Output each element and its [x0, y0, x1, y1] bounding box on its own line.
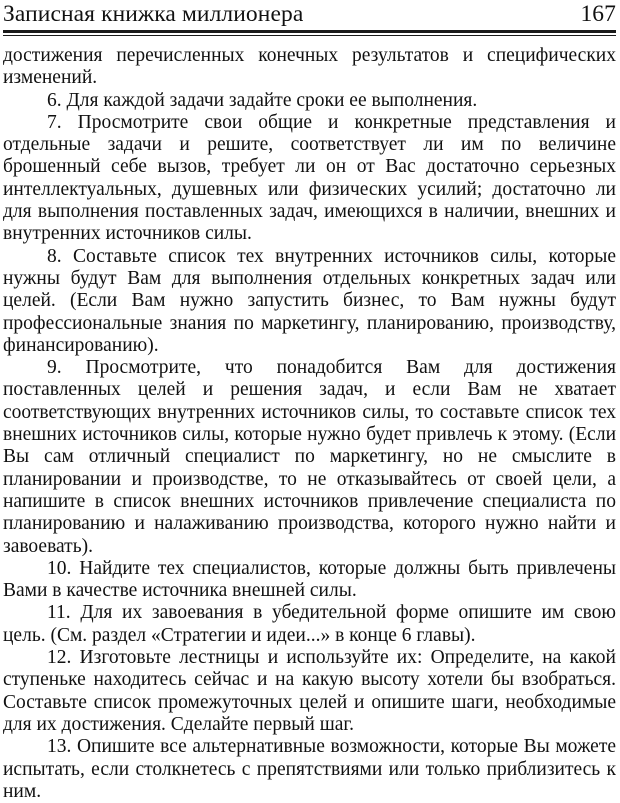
paragraph-continuation: достижения перечисленных конечных результатов и специфических изменений. — [3, 45, 616, 89]
paragraph-item-11: 11. Для их завоевания в убедительной форме опишите им свою цель. (См. раздел «Стратегии и идеи...» в конце 6 главы). — [3, 602, 616, 646]
page-number: 167 — [580, 1, 616, 27]
header-rule-thin — [3, 35, 616, 36]
paragraph-item-9: 9. Просмотрите, что понадобится Вам для достижения поставленных целей и решения задач, и если Вам не хватает соответствующих внутренних источников силы, то составьте список тех внешних источников силы, которые нужно будет привлечь к этому. (Если Вы сам отличный специалист по маркетингу, но не смыслите в планировании и производстве, то не отказывайтесь от своей цели, а напишите в список внешних источников привлечение специалиста по планированию и налаживанию производства, которого нужно найти и завоевать). — [3, 357, 616, 557]
paragraph-item-13: 13. Опишите все альтернативные возможности, которые Вы можете испытать, если столкнетесь с препятствиями или только приблизитесь к ним. — [3, 736, 616, 802]
paragraph-item-8: 8. Составьте список тех внутренних источников силы, которые нужны будут Вам для выполнения отдельных конкретных задач или целей. (Если Вам нужно запустить бизнес, то Вам нужны будут профессиональные знания по маркетингу, планированию, производству, финансированию). — [3, 245, 616, 356]
running-title: Записная книжка миллионера — [3, 1, 304, 27]
book-page — [3, 0, 616, 802]
paragraph-item-10: 10. Найдите тех специалистов, которые должны быть привлечены Вами в качестве источника внешней силы. — [3, 557, 616, 602]
header-rule-thick — [3, 30, 616, 33]
body-text — [3, 45, 616, 803]
paragraph-item-12: 12. Изготовьте лестницы и используйте их: Определите, на какой ступеньке находитесь сейчас и на какую высоту хотели бы взобраться. Составьте список промежуточных целей и опишите шаги, необходимые для их достижения. Сделайте первый шаг. — [3, 647, 616, 735]
paragraph-item-7: 7. Просмотрите свои общие и конкретные представления и отдельные задачи и решите, соответствует ли им по величине брошенный себе вызов, требует ли он от Вас достаточно серьезных интеллектуальных, душевных или физических усилий; достаточно ли для выполнения поставленных задач, имеющихся в наличии, внешних и внутренних источников силы. — [3, 111, 616, 245]
paragraph-item-6: 6. Для каждой задачи задайте сроки ее выполнения. — [47, 89, 478, 111]
running-header — [3, 0, 616, 30]
